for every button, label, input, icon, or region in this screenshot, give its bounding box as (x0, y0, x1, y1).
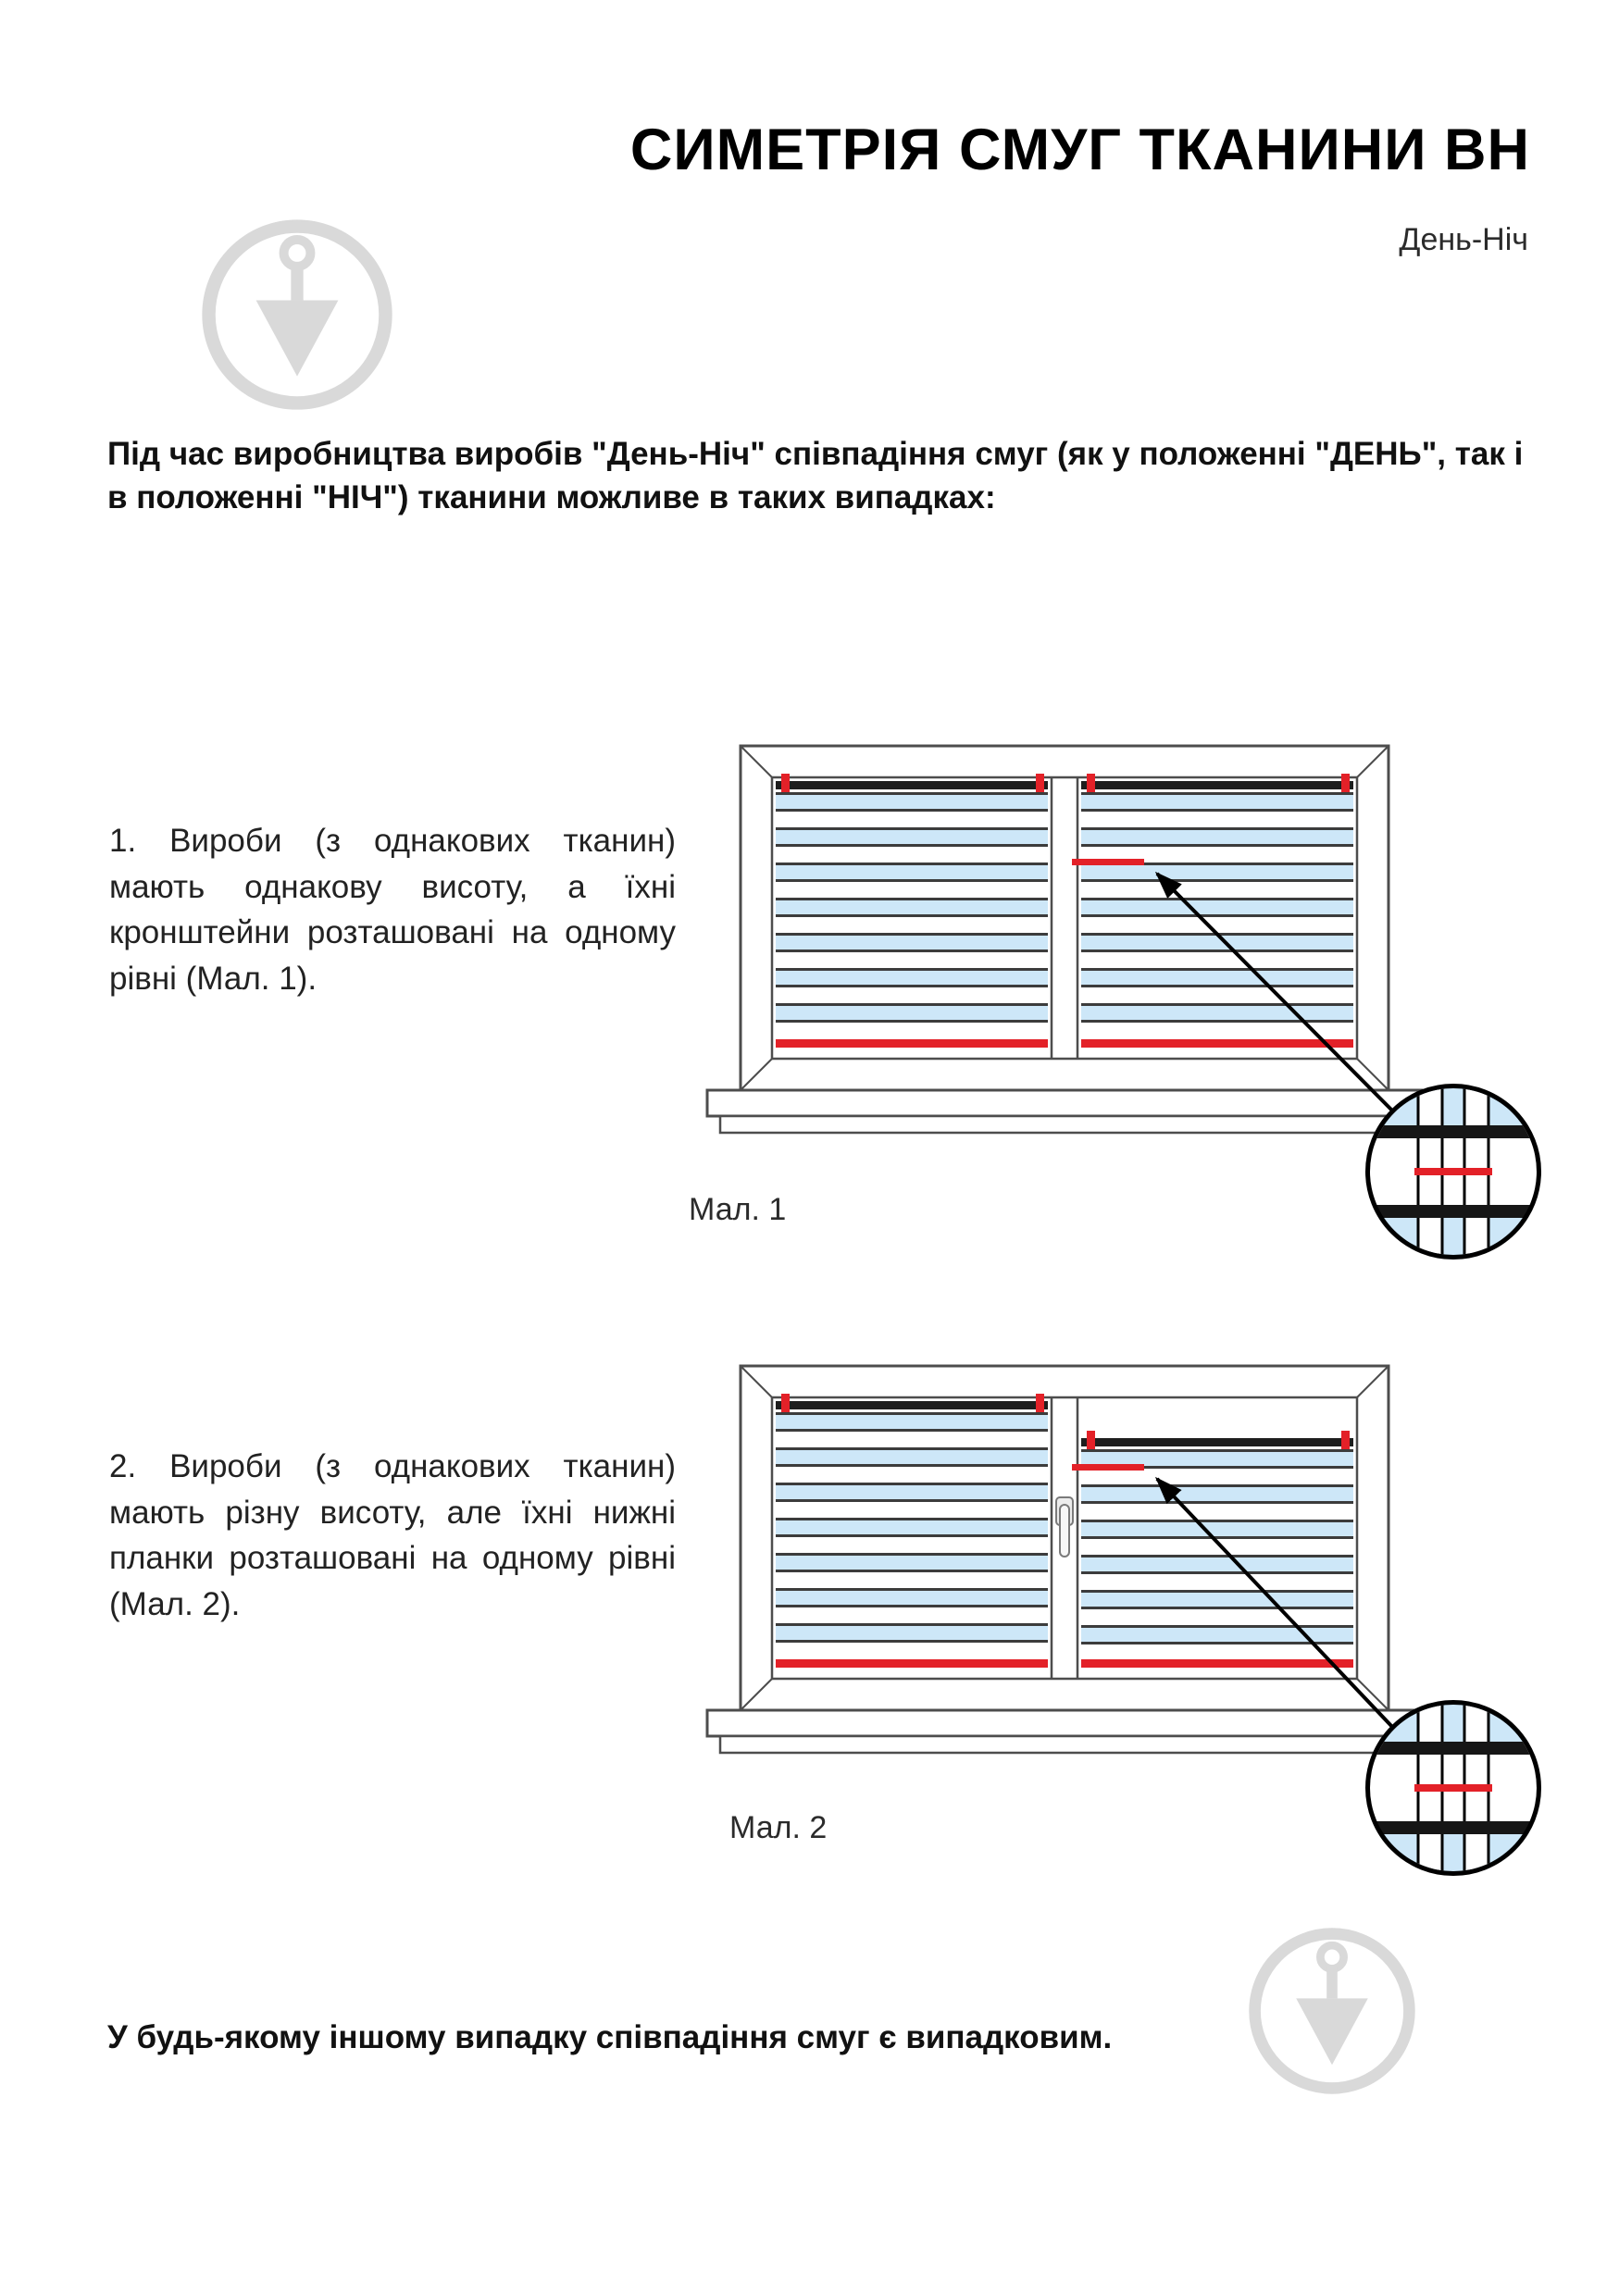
blind-bracket-icon (781, 774, 790, 792)
blind-bottom-rail (1081, 1039, 1353, 1048)
blind-bottom-rail (1081, 1659, 1353, 1668)
stripe-match-line (1072, 1464, 1144, 1471)
figure-1-illustration (685, 733, 1574, 1307)
blind-bracket-icon (1341, 774, 1350, 792)
blind-bracket-icon (1087, 774, 1095, 792)
brand-watermark-icon (194, 212, 400, 417)
blind-bracket-icon (1087, 1431, 1095, 1449)
figure-1-description: 1. Вироби (з однакових тканин) мають однакову висоту, а їхні кронштейни розташовані на одному рівні (Мал. 1). (109, 823, 676, 998)
page-title: СИМЕТРІЯ СМУГ ТКАНИНИ ВН (629, 118, 1530, 182)
intro-paragraph: Під час виробництва виробів "День-Ніч" співпадіння смуг (як у положенні "ДЕНЬ", так і в положенні "НІЧ") тканини можливе в таких випадках: (107, 436, 1524, 515)
blind-bottom-rail (776, 1659, 1048, 1668)
figure-2-caption: Мал. 2 (729, 1810, 828, 1845)
magnifier-detail (1368, 1086, 1538, 1257)
blind-bracket-icon (781, 1394, 790, 1412)
brand-watermark-icon (1242, 1921, 1422, 2101)
window-sill (707, 1090, 1422, 1133)
figure-1-caption: Мал. 1 (689, 1192, 787, 1227)
blind-bracket-icon (1341, 1431, 1350, 1449)
window-sill (707, 1710, 1422, 1753)
stripe-match-line (1414, 1168, 1492, 1175)
page-subtitle: День-Ніч (1399, 222, 1528, 257)
figure-2-description: 2. Вироби (з однакових тканин) мають різну висоту, але їхні нижні планки розташовані на одному рівні (Мал. 2). (109, 1448, 676, 1623)
magnifier-detail (1368, 1703, 1538, 1873)
stripe-match-line (1072, 859, 1144, 865)
blind-bracket-icon (1036, 774, 1044, 792)
footer-note: У будь-якому іншому випадку співпадіння смуг є випадковим. (107, 2019, 1113, 2055)
blind-bottom-rail (776, 1039, 1048, 1048)
stripe-match-line (1414, 1784, 1492, 1792)
blind-bracket-icon (1036, 1394, 1044, 1412)
